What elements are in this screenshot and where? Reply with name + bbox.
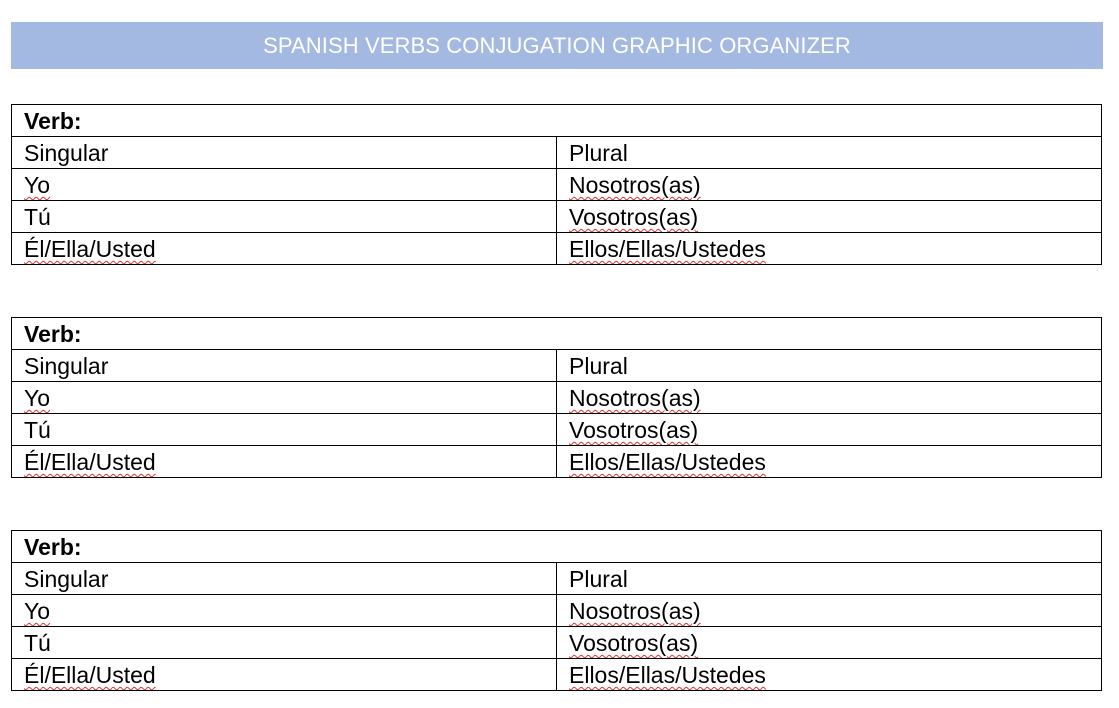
verb-row <box>12 105 1102 137</box>
singular-header[interactable]: Singular <box>12 563 557 595</box>
pronoun-singular-text: Él/Ella/Usted <box>24 449 156 475</box>
pronoun-singular-cell[interactable] <box>12 382 557 414</box>
pronoun-singular-cell[interactable] <box>12 627 557 659</box>
pronoun-singular-cell[interactable] <box>12 233 557 265</box>
table-row <box>12 169 1102 201</box>
pronoun-plural-cell[interactable] <box>557 446 1102 478</box>
verb-row <box>12 531 1102 563</box>
pronoun-singular-cell[interactable] <box>12 201 557 233</box>
plural-header[interactable]: Plural <box>557 350 1102 382</box>
verb-row <box>12 318 1102 350</box>
pronoun-plural-cell[interactable] <box>557 627 1102 659</box>
pronoun-plural-cell[interactable] <box>557 595 1102 627</box>
pronoun-plural-text: Nosotros(as) <box>569 385 701 411</box>
conjugation-table-3 <box>11 530 1102 691</box>
conjugation-table-2 <box>11 317 1102 478</box>
pronoun-plural-text: Nosotros(as) <box>569 598 701 624</box>
pronoun-plural-cell[interactable] <box>557 659 1102 691</box>
table-row <box>12 627 1102 659</box>
pronoun-singular-text: Yo <box>24 598 51 624</box>
pronoun-plural-text: Ellos/Ellas/Ustedes <box>569 449 766 475</box>
conjugation-table-1 <box>11 104 1102 265</box>
pronoun-plural-text: Vosotros(as) <box>569 417 699 443</box>
header-row <box>12 137 1102 169</box>
pronoun-plural-cell[interactable] <box>557 382 1102 414</box>
pronoun-singular-text: Yo <box>24 172 51 198</box>
pronoun-singular-text: Yo <box>24 385 51 411</box>
plural-header[interactable]: Plural <box>557 563 1102 595</box>
verb-label-cell[interactable]: Verb: <box>12 318 1102 350</box>
pronoun-plural-cell[interactable] <box>557 414 1102 446</box>
table-row <box>12 446 1102 478</box>
pronoun-plural-text: Nosotros(as) <box>569 172 701 198</box>
pronoun-singular-cell[interactable] <box>12 414 557 446</box>
pronoun-singular-text: Él/Ella/Usted <box>24 236 156 262</box>
pronoun-plural-cell[interactable] <box>557 169 1102 201</box>
verb-label-cell[interactable]: Verb: <box>12 531 1102 563</box>
document-title-text: SPANISH VERBS CONJUGATION GRAPHIC ORGANIZER <box>263 32 851 58</box>
header-row <box>12 350 1102 382</box>
pronoun-plural-text: Ellos/Ellas/Ustedes <box>569 662 766 688</box>
pronoun-singular-text: Tú <box>24 417 51 443</box>
singular-header[interactable]: Singular <box>12 137 557 169</box>
singular-header[interactable]: Singular <box>12 350 557 382</box>
pronoun-singular-cell[interactable] <box>12 169 557 201</box>
pronoun-plural-text: Vosotros(as) <box>569 630 699 656</box>
pronoun-singular-cell[interactable] <box>12 659 557 691</box>
table-row <box>12 382 1102 414</box>
pronoun-singular-text: Tú <box>24 204 51 230</box>
pronoun-singular-text: Tú <box>24 630 51 656</box>
pronoun-plural-cell[interactable] <box>557 233 1102 265</box>
pronoun-plural-cell[interactable] <box>557 201 1102 233</box>
table-row <box>12 595 1102 627</box>
table-row <box>12 233 1102 265</box>
pronoun-singular-text: Él/Ella/Usted <box>24 662 156 688</box>
plural-header[interactable]: Plural <box>557 137 1102 169</box>
table-row <box>12 659 1102 691</box>
pronoun-singular-cell[interactable] <box>12 595 557 627</box>
verb-label-cell[interactable]: Verb: <box>12 105 1102 137</box>
pronoun-plural-text: Ellos/Ellas/Ustedes <box>569 236 766 262</box>
table-row <box>12 414 1102 446</box>
pronoun-singular-cell[interactable] <box>12 446 557 478</box>
pronoun-plural-text: Vosotros(as) <box>569 204 699 230</box>
document-title <box>11 22 1103 69</box>
table-row <box>12 201 1102 233</box>
header-row <box>12 563 1102 595</box>
